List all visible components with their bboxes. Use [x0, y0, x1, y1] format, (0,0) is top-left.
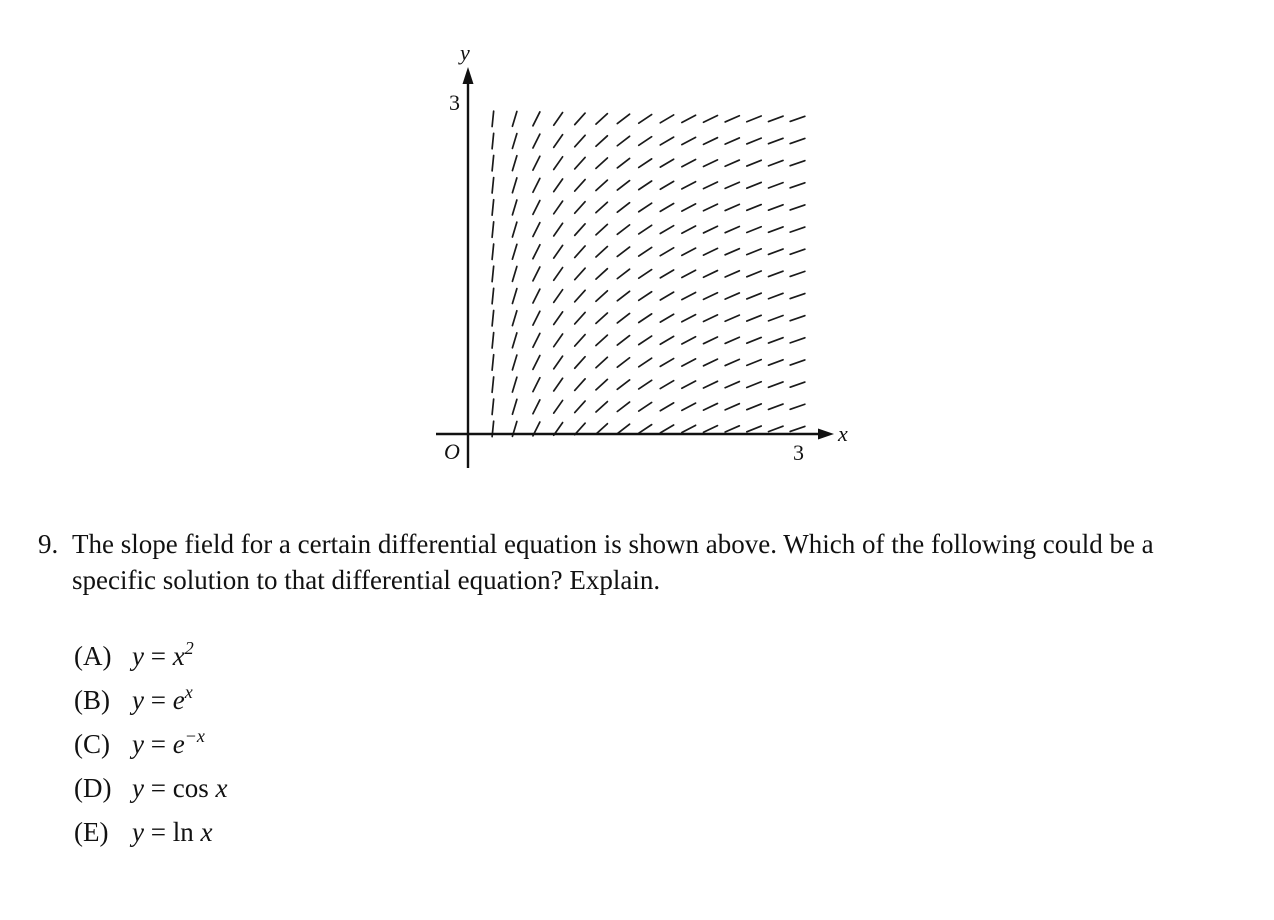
slope-mark [768, 316, 783, 321]
slope-mark [747, 271, 761, 277]
slope-mark [554, 135, 563, 148]
slope-mark [596, 269, 607, 279]
slope-mark [768, 160, 783, 165]
slope-mark [682, 381, 696, 388]
slope-mark [554, 356, 563, 369]
slope-mark [639, 137, 652, 146]
slope-mark [703, 337, 717, 344]
slope-mark [575, 135, 585, 147]
slope-mark [575, 290, 585, 302]
slope-mark [660, 359, 673, 367]
slope-mark [639, 358, 652, 367]
slope-mark [682, 248, 696, 255]
slope-mark [617, 158, 629, 167]
choice-expression [132, 773, 227, 803]
slope-mark [660, 248, 673, 256]
slope-mark [682, 292, 696, 299]
slope-mark [639, 402, 652, 411]
slope-mark [703, 381, 717, 388]
slope-mark [533, 223, 540, 237]
exponent-text: −x [184, 726, 205, 746]
slope-mark [682, 226, 696, 233]
slope-mark [596, 313, 607, 323]
slope-mark [554, 179, 563, 192]
slope-mark [682, 137, 696, 144]
choice-letter: (A) [74, 641, 112, 671]
slope-mark [682, 359, 696, 366]
slope-mark [492, 377, 494, 392]
expr-rhs: e [172, 729, 185, 759]
choice-c [74, 722, 227, 766]
slope-mark [575, 335, 585, 347]
slope-mark [533, 134, 540, 148]
slope-mark [596, 114, 607, 124]
slope-mark [682, 337, 696, 344]
x-axis-label: x [838, 421, 848, 446]
slope-mark [533, 333, 540, 347]
slope-mark [790, 382, 805, 387]
slope-mark [660, 204, 673, 212]
slope-mark [790, 426, 805, 431]
slope-mark [639, 159, 652, 168]
expr-rhs: e [172, 685, 185, 715]
slope-mark [596, 357, 607, 367]
choice-letter: (C) [74, 729, 110, 759]
slope-mark [747, 337, 761, 343]
question-text: The slope field for a certain differential equation is shown above. Which of the following could be a specific solution to that differential equation? Explain. [72, 529, 1154, 595]
slope-mark [682, 204, 696, 211]
slope-mark [533, 289, 540, 303]
slope-mark [768, 382, 783, 387]
expr-lhs: y [132, 729, 144, 759]
slope-mark [725, 404, 739, 410]
slope-mark [575, 224, 585, 236]
expr-lhs: y [132, 773, 144, 803]
slope-mark [703, 271, 717, 278]
slope-mark [660, 336, 673, 344]
slope-mark [725, 426, 739, 432]
slope-mark [492, 288, 494, 303]
slope-mark [492, 222, 494, 237]
slope-mark [660, 181, 673, 189]
slope-mark [725, 271, 739, 277]
slope-mark [660, 270, 673, 278]
slope-mark [617, 291, 629, 300]
choice-expression [132, 682, 193, 715]
slope-mark [790, 116, 805, 121]
slope-mark [554, 378, 563, 391]
slope-mark [790, 183, 805, 188]
slope-mark [617, 358, 629, 367]
slope-mark [492, 155, 494, 170]
slope-mark [554, 268, 563, 281]
slope-mark [554, 290, 563, 303]
slope-mark [703, 138, 717, 145]
slope-mark [575, 379, 585, 391]
slope-mark [533, 201, 540, 215]
expr-operator: = ln [143, 817, 201, 847]
slope-mark [747, 249, 761, 255]
slope-mark [596, 202, 607, 212]
slope-mark [747, 404, 761, 410]
slope-mark [660, 226, 673, 234]
slope-mark [768, 338, 783, 343]
choice-letter: (E) [74, 817, 109, 847]
slope-mark [492, 244, 494, 259]
slope-mark [596, 180, 607, 190]
slope-mark [790, 404, 805, 409]
expr-lhs: y [132, 817, 144, 847]
slope-mark [492, 355, 494, 370]
slope-mark [575, 401, 585, 413]
slope-mark [790, 294, 805, 299]
slope-mark [725, 138, 739, 144]
slope-mark [639, 203, 652, 212]
slope-mark [725, 227, 739, 233]
choice-letter: (D) [74, 773, 112, 803]
slope-mark [790, 338, 805, 343]
slope-mark [533, 356, 540, 370]
slope-mark [492, 111, 494, 126]
question-number: 9. [38, 529, 59, 559]
y-tick-label: 3 [449, 90, 460, 115]
slope-mark [660, 314, 673, 322]
slope-mark [639, 292, 652, 301]
slope-mark [533, 267, 540, 281]
slope-mark [725, 293, 739, 299]
slope-mark [703, 315, 717, 322]
slope-mark [703, 248, 717, 255]
slope-mark [639, 181, 652, 190]
expr-exponent [185, 682, 193, 702]
slope-mark [660, 403, 673, 411]
slope-mark [768, 183, 783, 188]
slope-mark [725, 204, 739, 210]
slope-mark [660, 292, 673, 300]
slope-mark [596, 136, 607, 146]
slope-mark [617, 402, 629, 411]
slope-mark [703, 426, 717, 433]
slope-mark [512, 355, 516, 370]
exponent-text: 2 [184, 638, 194, 658]
slope-mark [790, 161, 805, 166]
slope-mark [682, 115, 696, 122]
slope-mark [512, 244, 516, 259]
slope-mark [512, 222, 516, 237]
slope-mark [533, 178, 540, 192]
slope-mark [596, 247, 607, 257]
slope-mark [639, 225, 652, 234]
slope-mark [660, 137, 673, 145]
slope-mark [512, 333, 516, 348]
slope-mark [512, 134, 516, 149]
slope-mark [617, 225, 629, 234]
slope-mark [533, 378, 540, 392]
slope-mark [575, 357, 585, 369]
y-axis-label: y [460, 40, 470, 65]
slope-mark [596, 158, 607, 168]
slope-mark [747, 227, 761, 233]
slope-mark [492, 200, 494, 215]
slope-mark [512, 178, 516, 193]
slope-mark [554, 223, 563, 236]
expr-operator: = [143, 729, 173, 759]
slope-mark [682, 182, 696, 189]
slope-mark [554, 201, 563, 214]
slope-mark [596, 424, 607, 434]
slope-mark [596, 224, 607, 234]
slope-mark [492, 399, 494, 414]
slope-mark [512, 289, 516, 304]
slope-mark [533, 245, 540, 259]
slope-mark [575, 113, 585, 125]
expr-exponent [185, 726, 205, 746]
slope-mark [747, 116, 761, 122]
slope-mark [492, 333, 494, 348]
slope-mark [575, 157, 585, 169]
slope-mark [492, 310, 494, 325]
slope-mark [639, 314, 652, 323]
slope-mark [575, 268, 585, 280]
choice-expression [132, 638, 194, 671]
slope-mark [725, 160, 739, 166]
slope-mark [703, 160, 717, 167]
slope-mark [768, 227, 783, 232]
choice-e [74, 810, 227, 854]
slope-mark [768, 116, 783, 121]
slope-mark [639, 425, 652, 434]
slope-mark [682, 425, 696, 432]
slope-mark [725, 315, 739, 321]
slope-mark [768, 249, 783, 254]
slope-mark [660, 425, 673, 433]
slope-mark [512, 399, 516, 414]
slope-mark [575, 180, 585, 192]
slope-mark [768, 271, 783, 276]
slope-mark [639, 115, 652, 124]
slope-mark [703, 359, 717, 366]
slope-mark [639, 247, 652, 256]
choice-expression [132, 726, 205, 759]
choice-letter: (B) [74, 685, 110, 715]
slope-mark [790, 360, 805, 365]
slope-mark [725, 382, 739, 388]
choice-a [74, 634, 227, 678]
choice-expression [132, 817, 212, 847]
slope-mark [512, 266, 516, 281]
expr-rhs: x [200, 817, 213, 847]
slope-mark [533, 156, 540, 170]
slope-mark [768, 404, 783, 409]
slope-mark [512, 311, 516, 326]
answer-choices [74, 634, 227, 854]
slope-mark [703, 116, 717, 123]
slope-mark [768, 138, 783, 143]
slope-mark [554, 312, 563, 325]
slope-mark [617, 336, 629, 345]
slope-mark [492, 178, 494, 193]
slope-mark [554, 113, 563, 126]
choice-b [74, 678, 227, 722]
slope-mark [682, 403, 696, 410]
slope-mark [725, 182, 739, 188]
slope-mark [747, 182, 761, 188]
slope-mark [554, 334, 563, 347]
slope-mark [617, 424, 629, 433]
slope-mark [660, 115, 673, 123]
slope-mark [596, 402, 607, 412]
expr-operator: = [143, 641, 173, 671]
slope-mark [747, 360, 761, 366]
slope-mark [575, 312, 585, 324]
slope-mark [617, 136, 629, 145]
slope-mark [682, 315, 696, 322]
slope-mark [617, 114, 629, 123]
slope-mark [617, 203, 629, 212]
slope-mark [554, 157, 563, 170]
exponent-text: x [184, 682, 193, 702]
slope-mark [768, 360, 783, 365]
x-axis-arrow-icon [818, 429, 834, 440]
slope-mark [617, 181, 629, 190]
slope-mark [596, 335, 607, 345]
expr-exponent [185, 638, 194, 658]
slope-mark [790, 316, 805, 321]
question-block [38, 526, 1238, 598]
slope-mark [639, 336, 652, 345]
slope-mark [617, 313, 629, 322]
slope-mark [492, 133, 494, 148]
slope-mark [533, 112, 540, 126]
slope-mark [768, 205, 783, 210]
slope-mark [682, 270, 696, 277]
slope-mark [703, 204, 717, 211]
slope-mark [639, 380, 652, 389]
slope-mark [660, 381, 673, 389]
expr-rhs: x [172, 641, 185, 671]
slope-mark [725, 359, 739, 365]
slope-mark [703, 182, 717, 189]
slope-mark [747, 160, 761, 166]
slope-mark [747, 138, 761, 144]
slope-mark [747, 315, 761, 321]
slope-mark [747, 205, 761, 211]
slope-mark [703, 293, 717, 300]
slope-mark [617, 247, 629, 256]
slope-mark [790, 271, 805, 276]
slope-mark [512, 200, 516, 215]
slope-mark [554, 245, 563, 258]
slope-mark [575, 246, 585, 258]
slope-mark [639, 270, 652, 279]
expr-rhs: x [215, 773, 228, 803]
slope-mark [790, 249, 805, 254]
slope-mark [790, 138, 805, 143]
slope-mark [790, 227, 805, 232]
expr-lhs: y [132, 685, 144, 715]
slope-mark [725, 116, 739, 122]
slope-mark [790, 205, 805, 210]
slope-mark [747, 382, 761, 388]
slope-mark [747, 293, 761, 299]
slope-mark [617, 380, 629, 389]
expr-operator: = cos [143, 773, 216, 803]
slope-mark [512, 156, 516, 171]
expr-operator: = [143, 685, 173, 715]
y-axis-arrow-icon [463, 67, 474, 84]
slope-mark [512, 111, 516, 126]
slope-mark [617, 269, 629, 278]
origin-label: O [444, 439, 460, 464]
slope-mark [512, 377, 516, 392]
choice-d [74, 766, 227, 810]
slope-marks [492, 111, 805, 436]
expr-lhs: y [132, 641, 144, 671]
slope-mark [682, 160, 696, 167]
slope-mark [533, 311, 540, 325]
slope-mark [554, 400, 563, 413]
slope-mark [768, 426, 783, 431]
slope-mark [703, 403, 717, 410]
slope-mark [725, 249, 739, 255]
slope-mark [703, 226, 717, 233]
slope-mark [768, 293, 783, 298]
slope-mark [660, 159, 673, 167]
x-tick-label: 3 [793, 440, 804, 465]
slope-mark [533, 400, 540, 414]
slope-mark [492, 266, 494, 281]
slope-mark [575, 202, 585, 214]
slope-mark [596, 291, 607, 301]
slope-mark [596, 379, 607, 389]
slope-mark [725, 337, 739, 343]
slope-mark [747, 426, 761, 432]
